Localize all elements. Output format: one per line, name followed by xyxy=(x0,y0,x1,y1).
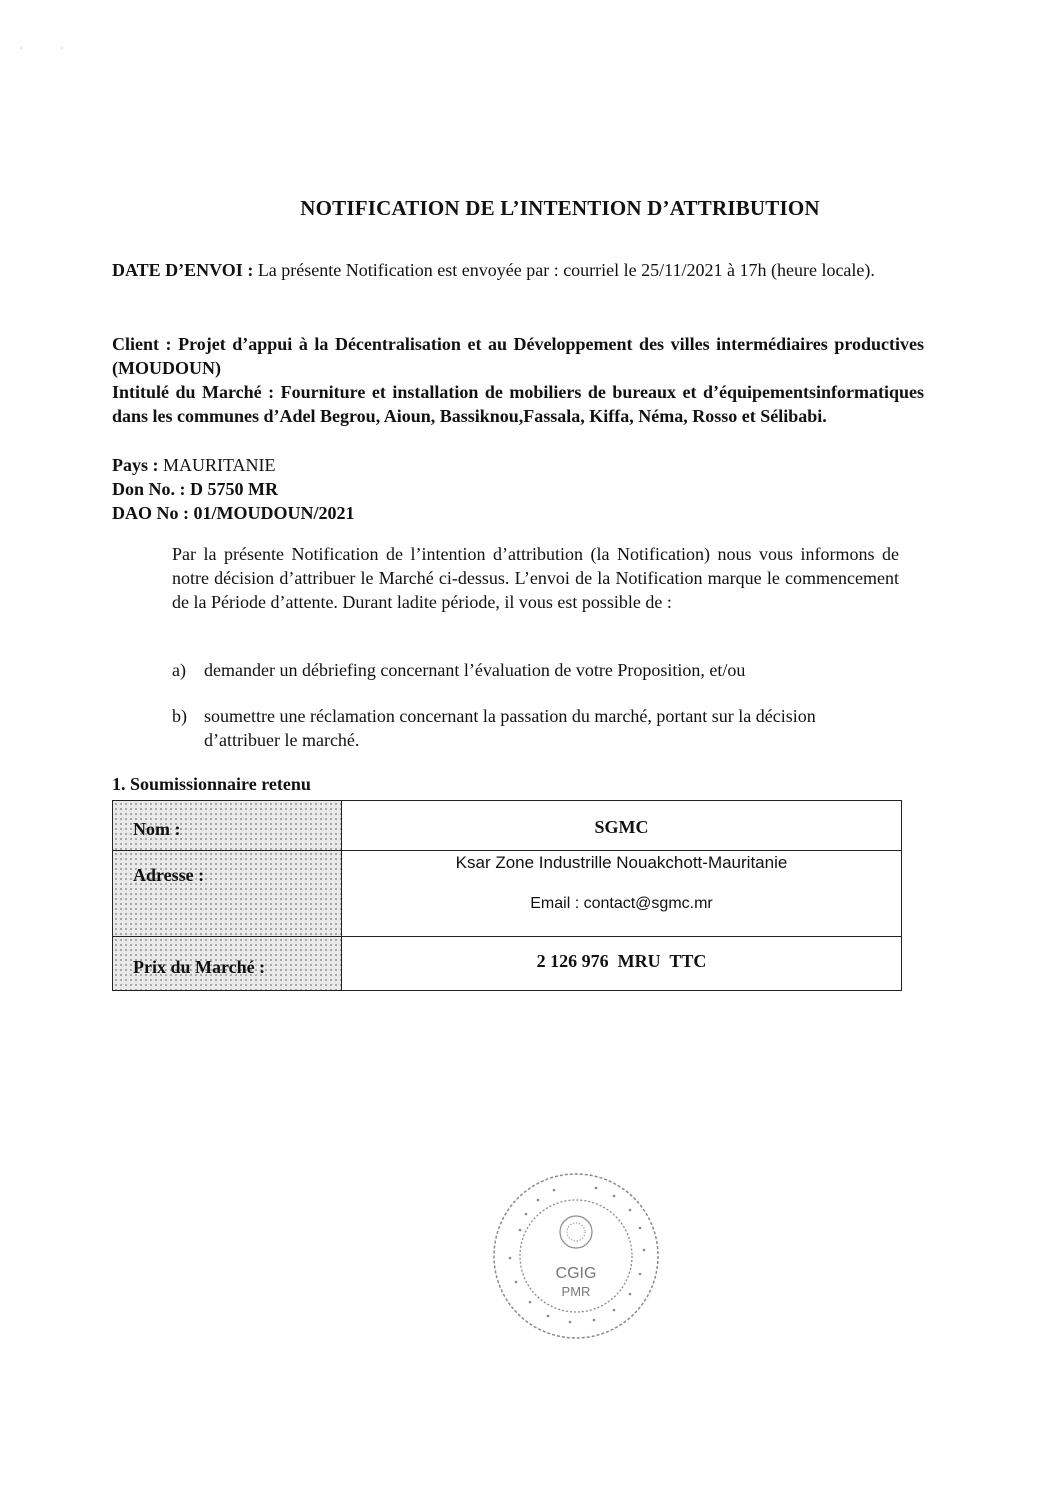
prix-value: 2 126 976 MRU TTC xyxy=(342,937,902,991)
section-number: 1. xyxy=(112,774,126,794)
stamp-center-text: CGIG xyxy=(555,1265,597,1282)
option-a-text: demander un débriefing concernant l’évaluation de votre Proposition, et/ou xyxy=(204,660,746,680)
official-stamp xyxy=(490,1170,662,1342)
pays xyxy=(112,453,924,477)
dao-value: 01/MOUDOUN/2021 xyxy=(193,503,355,523)
section-title: Soumissionnaire retenu xyxy=(130,774,311,794)
nom-label: Nom : xyxy=(113,801,342,851)
page-title: NOTIFICATION DE L’INTENTION D’ATTRIBUTION xyxy=(300,196,820,220)
adresse-label: Adresse : xyxy=(113,851,342,937)
don-value: D 5750 MR xyxy=(190,479,279,499)
don-no xyxy=(112,477,924,501)
date-envoi xyxy=(112,258,924,282)
adresse-cell xyxy=(342,851,902,937)
intitule-text: Fourniture et installation de mobiliers de bureaux et d’équipementsinformatiques dans les communes d’Adel Begrou, Aioun, Bassiknou,Fassala, Kiffa, Néma, Rosso et Sélibabi. xyxy=(112,382,924,426)
stamp-sub-text: PMR xyxy=(561,1284,591,1299)
adresse-line1: Ksar Zone Industrille Nouakchott-Mauritanie xyxy=(455,853,788,872)
scan-specks: · · xyxy=(20,44,64,53)
table-row-prix xyxy=(113,937,902,991)
prix-label: Prix du Marché : xyxy=(113,937,342,991)
client xyxy=(112,332,924,380)
nom-value: SGMC xyxy=(342,801,902,851)
pays-value: MAURITANIE xyxy=(163,455,276,475)
intro-paragraph: Par la présente Notification de l’intention d’attribution (la Notification) nous vous informons de notre décision d’attribuer le Marché ci-dessus. L’envoi de la Notification marque le commencement de la Période d’attente. Durant ladite période, il vous est possible de : xyxy=(172,544,899,612)
option-a xyxy=(172,658,872,682)
date-envoi-label: DATE D’ENVOI : xyxy=(112,260,254,280)
client-text: Projet d’appui à la Décentralisation et au Développement des villes intermédiaires productives (MOUDOUN) xyxy=(112,334,925,378)
table-row-adresse xyxy=(113,851,902,937)
awardee-table xyxy=(112,800,902,991)
option-b xyxy=(172,704,872,752)
dao-no xyxy=(112,501,924,525)
intitule-marche xyxy=(112,380,924,428)
intitule-label: Intitulé du Marché : xyxy=(112,382,275,402)
stamp-graphic xyxy=(490,1170,662,1342)
section-heading xyxy=(112,774,311,795)
date-envoi-text: La présente Notification est envoyée par : courriel le 25/11/2021 à 17h (heure locale). xyxy=(257,260,875,280)
don-label: Don No. : xyxy=(112,479,186,499)
dao-label: DAO No : xyxy=(112,503,189,523)
option-b-text: soumettre une réclamation concernant la passation du marché, portant sur la décision d’attribuer le marché. xyxy=(204,706,816,750)
table-row-nom xyxy=(113,801,902,851)
option-a-letter: a) xyxy=(172,660,186,680)
client-label: Client : xyxy=(112,334,172,354)
adresse-email: Email : contact@sgmc.mr xyxy=(530,895,713,912)
option-b-letter: b) xyxy=(172,706,187,726)
pays-label: Pays : xyxy=(112,455,159,475)
